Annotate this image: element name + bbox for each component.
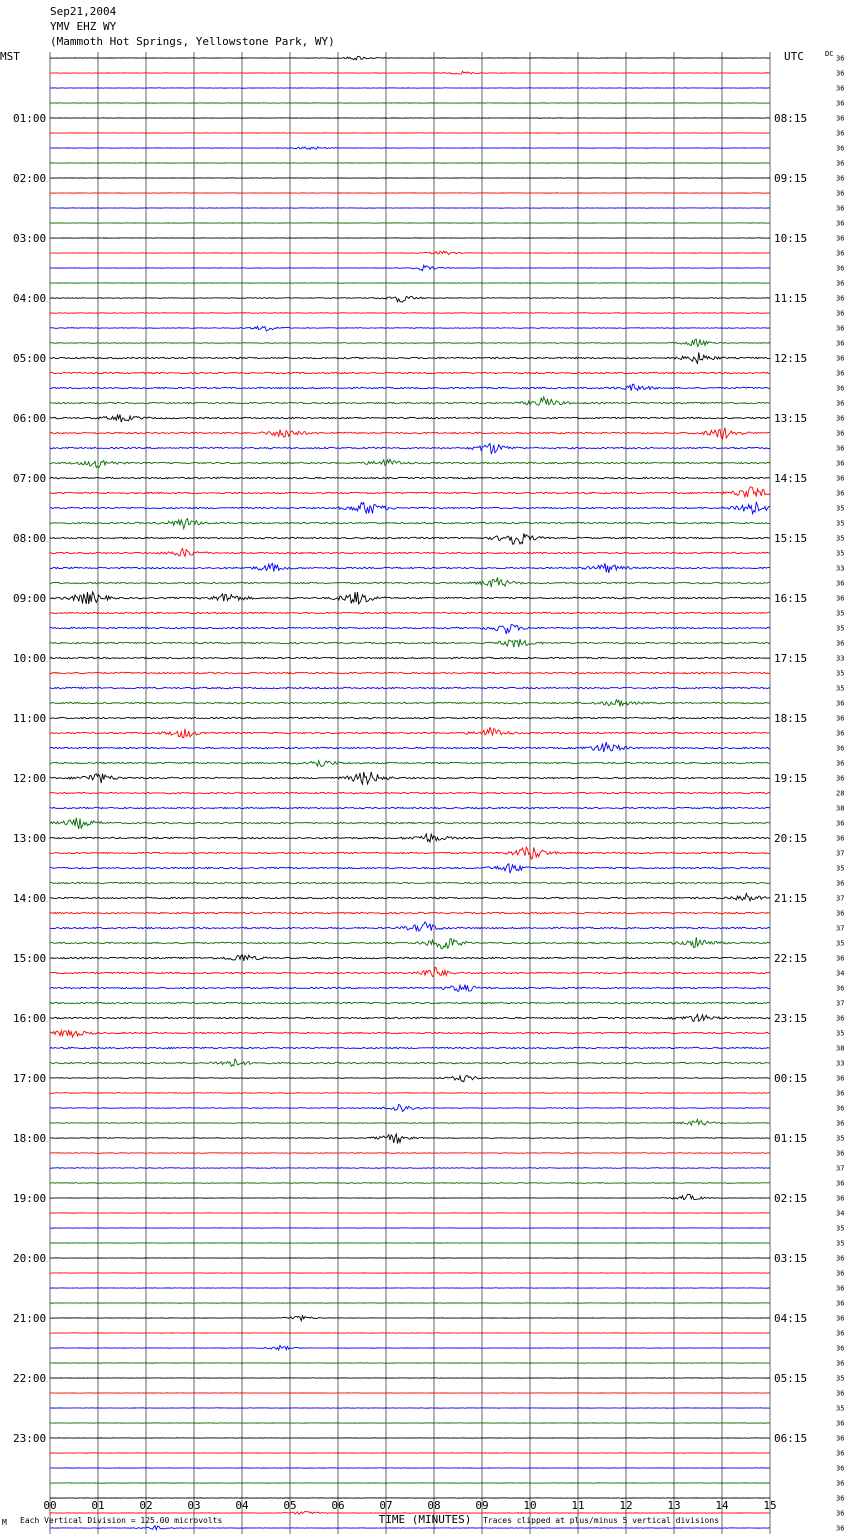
dc-offset: 36	[836, 1089, 845, 1098]
trace-row-29	[50, 487, 770, 497]
dc-offset: 36	[836, 189, 845, 198]
dc-offset: 36	[836, 444, 845, 453]
dc-offset: 35	[836, 504, 845, 513]
dc-offset: 37	[836, 999, 845, 1008]
scale-note: Each Vertical Division = 125.00 microvolts	[20, 1516, 223, 1525]
dc-offset: 36	[836, 174, 845, 183]
mst-label: 20:00	[13, 1252, 47, 1265]
dc-offset: 36	[836, 159, 845, 168]
right-timezone-label: UTC	[784, 50, 804, 63]
trace-row-40	[50, 657, 770, 659]
mst-label: 22:00	[13, 1372, 47, 1385]
trace-row-63	[50, 1002, 770, 1004]
dc-offset: 36	[836, 204, 845, 213]
trace-row-70	[50, 1104, 770, 1111]
trace-row-54	[50, 864, 770, 873]
dc-offset: 36	[836, 474, 845, 483]
dc-offset: 36	[836, 414, 845, 423]
dc-offset: 37	[836, 849, 845, 858]
trace-row-33	[50, 548, 770, 556]
trace-row-34	[50, 563, 770, 573]
trace-row-58	[50, 922, 770, 931]
trace-row-20	[50, 352, 770, 363]
dc-offset: 36	[836, 1194, 845, 1203]
x-tick-label-09: 09	[475, 1499, 489, 1512]
x-tick-label-05: 05	[283, 1499, 297, 1512]
dc-offset: 36	[836, 54, 845, 63]
mst-label: 19:00	[13, 1192, 47, 1205]
x-tick-label-04: 04	[235, 1499, 249, 1512]
dc-offset: 36	[836, 984, 845, 993]
dc-offset: 36	[836, 84, 845, 93]
dc-offset: 36	[836, 234, 845, 243]
dc-offset: 36	[836, 879, 845, 888]
trace-row-60	[50, 955, 770, 961]
utc-label: 11:15	[774, 292, 808, 305]
dc-offset: 36	[836, 399, 845, 408]
dc-offset: 33	[836, 1059, 845, 1068]
dc-offset: 36	[836, 1479, 845, 1488]
dc-offset: 36	[836, 249, 845, 258]
trace-row-39	[50, 639, 770, 647]
dc-offset: 35	[836, 624, 845, 633]
utc-label: 02:15	[774, 1192, 808, 1205]
trace-row-62	[50, 985, 770, 992]
dc-offset: 36	[836, 114, 845, 123]
mst-label: 12:00	[13, 772, 47, 785]
utc-label: 01:15	[774, 1132, 808, 1145]
trace-row-52	[50, 834, 770, 842]
trace-row-74	[50, 1168, 770, 1169]
trace-row-73	[50, 1153, 770, 1154]
dc-offset: 36	[836, 834, 845, 843]
mst-label: 09:00	[13, 592, 47, 605]
mst-label: 18:00	[13, 1132, 47, 1145]
trace-row-42	[50, 687, 770, 689]
trace-row-65	[50, 1030, 770, 1037]
trace-row-1	[50, 71, 770, 74]
mst-label: 08:00	[13, 532, 47, 545]
trace-row-0	[50, 56, 770, 59]
mst-label: 23:00	[13, 1432, 47, 1445]
trace-row-26	[50, 443, 770, 454]
dc-offset: 36	[836, 1269, 845, 1278]
trace-row-86	[50, 1345, 770, 1350]
trace-row-24	[50, 415, 770, 423]
dc-offset: 36	[836, 1014, 845, 1023]
trace-row-84	[50, 1316, 770, 1321]
trace-row-35	[50, 577, 770, 587]
dc-offset: 36	[836, 1329, 845, 1338]
dc-offset: 36	[836, 309, 845, 318]
dc-column-header: DC	[825, 50, 834, 58]
trace-row-72	[50, 1134, 770, 1144]
trace-row-41	[50, 672, 770, 673]
dc-offset: 36	[836, 339, 845, 348]
header-location: (Mammoth Hot Springs, Yellowstone Park, WY)	[50, 35, 335, 48]
corner-mark: M	[2, 1518, 7, 1527]
mst-label: 13:00	[13, 832, 47, 845]
dc-offset: 35	[836, 549, 845, 558]
trace-row-67	[50, 1059, 770, 1066]
dc-offset: 36	[836, 1344, 845, 1353]
trace-row-98	[50, 1526, 770, 1530]
dc-offset: 36	[836, 729, 845, 738]
trace-row-64	[50, 1014, 770, 1021]
dc-offset: 36	[836, 144, 845, 153]
dc-offset: 36	[836, 369, 845, 378]
dc-offset: 36	[836, 579, 845, 588]
mst-hour-labels	[13, 112, 46, 1445]
dc-offset: 34	[836, 969, 845, 978]
dc-offset: 35	[836, 534, 845, 543]
dc-offset: 35	[836, 1239, 845, 1248]
dc-offset: 36	[836, 1149, 845, 1158]
trace-row-56	[50, 893, 770, 900]
utc-hour-labels	[774, 112, 807, 1445]
trace-row-17	[50, 313, 770, 314]
dc-offset: 35	[836, 1134, 845, 1143]
trace-row-61	[50, 967, 770, 976]
mst-label: 14:00	[13, 892, 47, 905]
mst-label: 05:00	[13, 352, 47, 365]
trace-row-68	[50, 1076, 770, 1082]
mst-label: 10:00	[13, 652, 47, 665]
header-station: YMV EHZ WY	[50, 20, 117, 33]
dc-offset-labels	[836, 55, 844, 1534]
utc-label: 12:15	[774, 352, 808, 365]
dc-offset: 36	[836, 1104, 845, 1113]
trace-row-71	[50, 1119, 770, 1125]
dc-offset: 36	[836, 384, 845, 393]
dc-offset: 36	[836, 954, 845, 963]
x-tick-label-07: 07	[379, 1499, 393, 1512]
x-tick-label-01: 01	[91, 1499, 105, 1512]
x-tick-label-08: 08	[427, 1499, 441, 1512]
utc-label: 19:15	[774, 772, 808, 785]
dc-offset: 36	[836, 99, 845, 108]
utc-label: 22:15	[774, 952, 808, 965]
dc-offset: 37	[836, 924, 845, 933]
trace-row-48	[50, 772, 770, 784]
dc-offset: 36	[836, 1119, 845, 1128]
utc-label: 20:15	[774, 832, 808, 845]
dc-offset: 37	[836, 1164, 845, 1173]
dc-offset: 35	[836, 1404, 845, 1413]
dc-offset: 33	[836, 564, 845, 573]
trace-row-44	[50, 717, 770, 719]
dc-offset: 36	[836, 429, 845, 438]
mst-label: 16:00	[13, 1012, 47, 1025]
dc-offset: 36	[836, 699, 845, 708]
trace-row-18	[50, 326, 770, 331]
x-tick-label-00: 00	[43, 1499, 57, 1512]
trace-row-36	[50, 592, 770, 604]
trace-row-47	[50, 761, 770, 767]
trace-row-66	[50, 1047, 770, 1049]
dc-offset: 36	[836, 1419, 845, 1428]
dc-offset: 36	[836, 1524, 845, 1533]
dc-offset: 36	[836, 1449, 845, 1458]
dc-offset: 36	[836, 1434, 845, 1443]
dc-offset: 36	[836, 264, 845, 273]
trace-row-57	[50, 912, 770, 914]
dc-offset: 35	[836, 1224, 845, 1233]
trace-row-23	[50, 397, 770, 405]
utc-label: 15:15	[774, 532, 808, 545]
trace-row-14	[50, 265, 770, 270]
utc-label: 06:15	[774, 1432, 808, 1445]
dc-offset: 36	[836, 1299, 845, 1308]
trace-row-50	[50, 807, 770, 809]
dc-offset: 38	[836, 1044, 845, 1053]
trace-row-32	[50, 533, 770, 544]
dc-offset: 36	[836, 639, 845, 648]
trace-row-6	[50, 147, 770, 150]
dc-offset: 36	[836, 1464, 845, 1473]
mst-label: 04:00	[13, 292, 47, 305]
trace-row-49	[50, 792, 770, 794]
dc-offset: 35	[836, 864, 845, 873]
dc-offset: 36	[836, 294, 845, 303]
utc-label: 21:15	[774, 892, 808, 905]
trace-row-28	[50, 477, 770, 478]
dc-offset: 36	[836, 744, 845, 753]
utc-label: 23:15	[774, 1012, 808, 1025]
dc-offset: 36	[836, 279, 845, 288]
trace-row-38	[50, 625, 770, 634]
mst-label: 21:00	[13, 1312, 47, 1325]
dc-offset: 36	[836, 1314, 845, 1323]
mst-label: 01:00	[13, 112, 47, 125]
dc-offset: 36	[836, 594, 845, 603]
x-tick-label-14: 14	[715, 1499, 729, 1512]
dc-offset: 35	[836, 684, 845, 693]
dc-offset: 36	[836, 129, 845, 138]
dc-offset: 36	[836, 1389, 845, 1398]
dc-offset: 36	[836, 759, 845, 768]
trace-row-51	[50, 818, 770, 829]
x-tick-label-06: 06	[331, 1499, 345, 1512]
seismic-traces	[50, 56, 770, 1534]
trace-row-31	[50, 519, 770, 529]
mst-label: 07:00	[13, 472, 47, 485]
utc-label: 13:15	[774, 412, 808, 425]
mst-label: 17:00	[13, 1072, 47, 1085]
dc-offset: 35	[836, 939, 845, 948]
dc-offset: 36	[836, 1254, 845, 1263]
dc-offset: 36	[836, 1359, 845, 1368]
trace-row-43	[50, 700, 770, 707]
trace-row-16	[50, 296, 770, 302]
mst-label: 02:00	[13, 172, 47, 185]
x-tick-label-15: 15	[763, 1499, 777, 1512]
dc-offset: 34	[836, 1209, 845, 1218]
left-timezone-label: MST	[0, 50, 20, 63]
dc-offset: 36	[836, 1179, 845, 1188]
utc-label: 00:15	[774, 1072, 808, 1085]
utc-label: 17:15	[774, 652, 808, 665]
trace-row-22	[50, 384, 770, 390]
dc-offset: 36	[836, 489, 845, 498]
trace-row-27	[50, 459, 770, 467]
trace-row-13	[50, 251, 770, 255]
dc-offset: 35	[836, 1374, 845, 1383]
clip-note: Traces clipped at plus/minus 5 vertical divisions	[483, 1516, 720, 1525]
trace-row-21	[50, 372, 770, 373]
utc-label: 03:15	[774, 1252, 808, 1265]
x-tick-label-12: 12	[619, 1499, 633, 1512]
trace-row-75	[50, 1183, 770, 1184]
dc-offset: 36	[836, 1284, 845, 1293]
trace-row-59	[50, 937, 770, 948]
trace-row-76	[50, 1194, 770, 1199]
x-tick-label-11: 11	[571, 1499, 585, 1512]
dc-offset: 36	[836, 774, 845, 783]
trace-row-37	[50, 612, 770, 613]
dc-offset: 38	[836, 804, 845, 813]
mst-label: 15:00	[13, 952, 47, 965]
mst-label: 06:00	[13, 412, 47, 425]
dc-offset: 36	[836, 1074, 845, 1083]
trace-row-45	[50, 727, 770, 738]
dc-offset: 36	[836, 819, 845, 828]
dc-offset: 36	[836, 69, 845, 78]
x-axis-title: TIME (MINUTES)	[378, 1513, 472, 1526]
utc-label: 16:15	[774, 592, 808, 605]
mst-label: 03:00	[13, 232, 47, 245]
dc-offset: 36	[836, 1494, 845, 1503]
trace-row-46	[50, 742, 770, 752]
dc-offset: 36	[836, 354, 845, 363]
utc-label: 05:15	[774, 1372, 808, 1385]
x-tick-label-03: 03	[187, 1499, 201, 1512]
dc-offset: 35	[836, 609, 845, 618]
trace-row-30	[50, 502, 770, 513]
dc-offset: 36	[836, 1509, 845, 1518]
x-tick-label-10: 10	[523, 1499, 537, 1512]
utc-label: 04:15	[774, 1312, 808, 1325]
dc-offset: 35	[836, 1029, 845, 1038]
dc-offset: 33	[836, 654, 845, 663]
dc-offset: 36	[836, 324, 845, 333]
header-date: Sep21,2004	[50, 5, 117, 18]
dc-offset: 36	[836, 714, 845, 723]
utc-label: 18:15	[774, 712, 808, 725]
trace-row-19	[50, 339, 770, 346]
trace-row-69	[50, 1093, 770, 1094]
trace-row-55	[50, 882, 770, 883]
utc-label: 08:15	[774, 112, 808, 125]
dc-offset: 28	[836, 789, 845, 798]
dc-offset: 37	[836, 894, 845, 903]
dc-offset: 35	[836, 669, 845, 678]
trace-row-53	[50, 847, 770, 859]
utc-label: 09:15	[774, 172, 808, 185]
utc-label: 10:15	[774, 232, 808, 245]
dc-offset: 36	[836, 909, 845, 918]
x-tick-label-02: 02	[139, 1499, 153, 1512]
dc-offset: 35	[836, 519, 845, 528]
dc-offset: 36	[836, 219, 845, 228]
x-tick-label-13: 13	[667, 1499, 681, 1512]
trace-row-25	[50, 428, 770, 439]
utc-label: 14:15	[774, 472, 808, 485]
dc-offset: 36	[836, 459, 845, 468]
mst-label: 11:00	[13, 712, 47, 725]
